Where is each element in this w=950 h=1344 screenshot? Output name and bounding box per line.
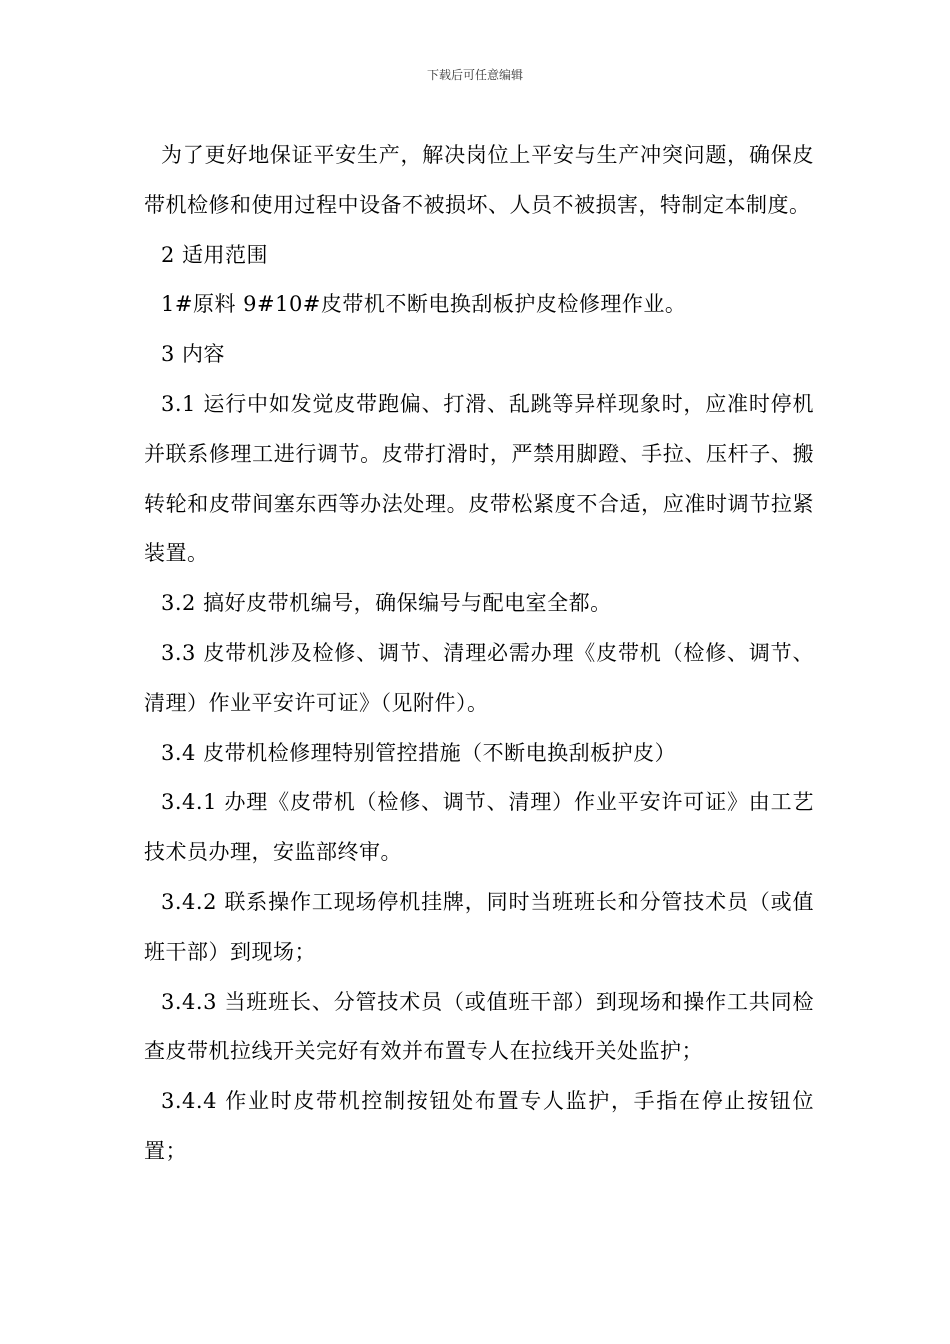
paragraph-3-4-2: 3.4.2 联系操作工现场停机挂牌，同时当班班长和分管技术员（或值班干部）到现场； <box>144 889 814 964</box>
paragraph-intro: 为了更好地保证平安生产，解决岗位上平安与生产冲突问题，确保皮带机检修和使用过程中设备不被损坏、人员不被损害，特制定本制度。 <box>144 143 814 217</box>
paragraph-3-4-3: 3.4.3 当班班长、分管技术员（或值班干部）到现场和操作工共同检查皮带机拉线开关完好有效并布置专人在拉线开关处监护； <box>144 989 814 1064</box>
paragraph-3-4-4: 3.4.4 作业时皮带机控制按钮处布置专人监护，手指在停止按钮位置； <box>144 1089 814 1163</box>
document-body <box>144 131 814 1177</box>
paragraph-3-3: 3.3 皮带机涉及检修、调节、清理必需办理《皮带机（检修、调节、清理）作业平安许可证》（见附件）。 <box>144 640 814 715</box>
paragraph-3-2: 3.2 搞好皮带机编号，确保编号与配电室全都。 <box>161 591 612 616</box>
paragraph-scope: 1#原料 9#10#皮带机不断电换刮板护皮检修理作业。 <box>161 292 687 317</box>
paragraph-3-4: 3.4 皮带机检修理特别管控措施（不断电换刮板护皮） <box>161 740 677 765</box>
section-heading-content: 3 内容 <box>161 342 226 367</box>
paragraph-3-4-1: 3.4.1 办理《皮带机（检修、调节、清理）作业平安许可证》由工艺技术员办理，安监部终审。 <box>144 790 814 865</box>
page-header: 下载后可任意编辑 <box>426 68 523 82</box>
paragraph-3-1: 3.1 运行中如发觉皮带跑偏、打滑、乱跳等异样现象时，应准时停机并联系修理工进行调节。皮带打滑时，严禁用脚蹬、手拉、压杆子、搬转轮和皮带间塞东西等办法处理。皮带松紧度不合适，应准时调节拉紧装置。 <box>144 391 814 566</box>
section-heading-scope: 2 适用范围 <box>161 242 269 267</box>
